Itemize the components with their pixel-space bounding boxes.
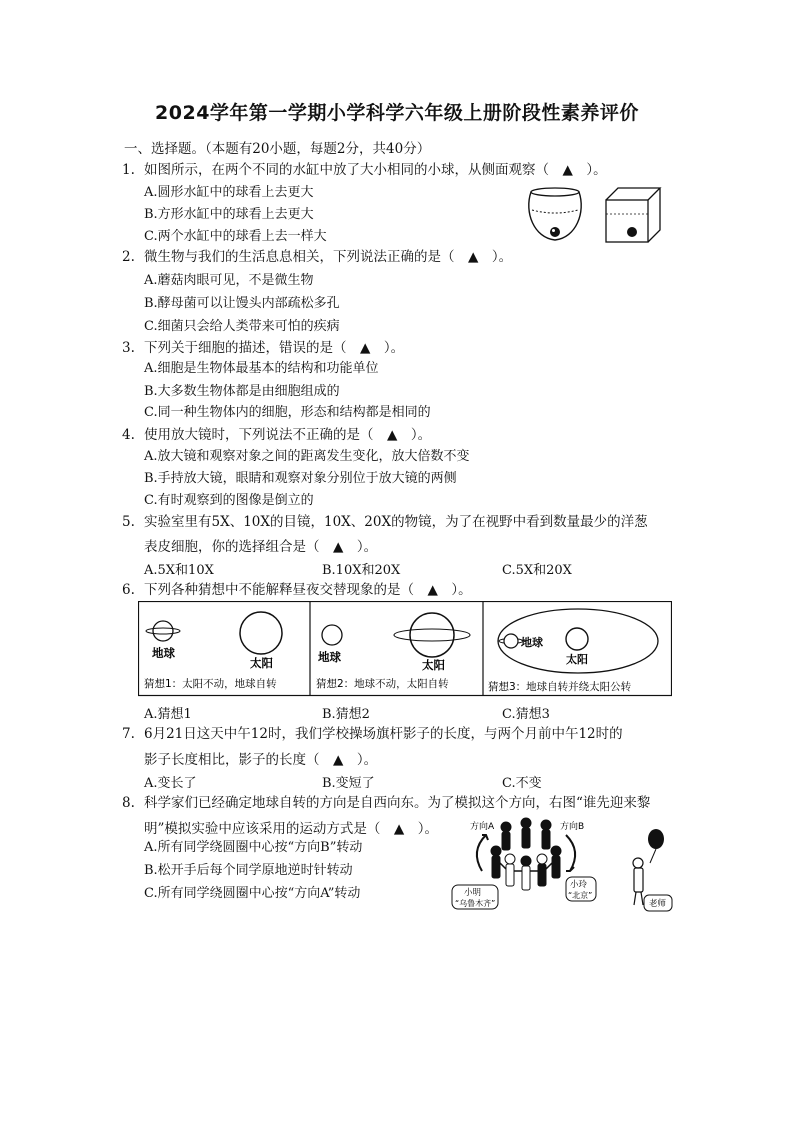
option-6b: B.猜想2 <box>322 707 370 722</box>
day-night-hypotheses-figure <box>138 601 672 697</box>
direction-a-arrow <box>477 835 486 871</box>
who-greets-dawn-first-figure <box>448 815 676 915</box>
sun-label-2: 太阳 <box>422 658 445 672</box>
option-1a: A.圆形水缸中的球看上去更大 <box>144 185 314 200</box>
option-2b: B.酵母菌可以让馒头内部疏松多孔 <box>144 296 340 311</box>
question-5-cont: 表皮细胞，你的选择组合是（ ▲ ）。 <box>144 539 378 555</box>
students-circle <box>491 818 561 890</box>
wulumuqi-label: “乌鲁木齐” <box>455 899 496 908</box>
question-2: 2. 微生物与我们的生活息息相关，下列说法正确的是（ ▲ ）。 <box>122 249 513 265</box>
hypothesis-3-panel <box>488 609 658 693</box>
question-6: 6. 下列各种猜想中不能解释昼夜交替现象的是（ ▲ ）。 <box>122 582 472 598</box>
question-7: 7. 6月21日这天中午12时，我们学校操场旗杆影子的长度，与两个月前中午12时的 <box>122 726 623 742</box>
question-8-cont: 明”模拟实验中应该采用的运动方式是（ ▲ ）。 <box>144 821 439 837</box>
fish-tanks-figure <box>520 180 670 250</box>
question-7-cont: 影子长度相比，影子的长度（ ▲ ）。 <box>144 752 378 768</box>
option-4a: A.放大镜和观察对象之间的距离发生变化，放大倍数不变 <box>144 449 470 464</box>
earth-label-1: 地球 <box>152 646 175 660</box>
option-2c: C.细菌只会给人类带来可怕的疾病 <box>144 319 340 334</box>
question-5: 5. 实验室里有5X、10X的目镜，10X、20X的物镜，为了在视野中看到数量最少的洋葱 <box>122 514 648 530</box>
option-4b: B.手持放大镜，眼睛和观察对象分别位于放大镜的两侧 <box>144 471 457 486</box>
earth-label-2: 地球 <box>318 650 341 664</box>
option-7a: A.变长了 <box>144 776 197 791</box>
question-4: 4. 使用放大镜时，下列说法不正确的是（ ▲ ）。 <box>122 427 432 443</box>
option-3a: A.细胞是生物体最基本的结构和功能单位 <box>144 361 379 376</box>
beijing-label: “北京” <box>568 891 593 900</box>
option-5a: A.5X和10X <box>144 563 214 578</box>
option-3b: B.大多数生物体都是由细胞组成的 <box>144 384 340 399</box>
direction-a-label: 方向A <box>470 822 495 832</box>
hypothesis-3-caption: 猜想3：地球自转并绕太阳公转 <box>488 681 632 693</box>
sun-label-3: 太阳 <box>566 653 588 666</box>
teacher-figure <box>633 829 672 911</box>
teacher-label: 老师 <box>649 899 667 909</box>
round-tank <box>529 188 581 240</box>
sun-label-1: 太阳 <box>250 656 273 670</box>
hypothesis-2-panel <box>316 613 470 690</box>
option-7c: C.不变 <box>502 776 542 791</box>
option-3c: C.同一种生物体内的细胞，形态和结构都是相同的 <box>144 405 431 420</box>
option-6c: C.猜想3 <box>502 707 550 722</box>
option-1b: B.方形水缸中的球看上去更大 <box>144 207 314 222</box>
question-3: 3. 下列关于细胞的描述，错误的是（ ▲ ）。 <box>122 340 405 356</box>
option-8b: B.松开手后每个同学原地逆时针转动 <box>144 863 353 878</box>
xiaoling-label: 小玲 <box>570 880 588 890</box>
option-1c: C.两个水缸中的球看上去一样大 <box>144 229 327 244</box>
square-tank <box>606 188 660 242</box>
page-title: 2024学年第一学期小学科学六年级上册阶段性素养评价 <box>155 102 639 124</box>
option-5b: B.10X和20X <box>322 563 401 578</box>
option-4c: C.有时观察到的图像是倒立的 <box>144 493 314 508</box>
option-7b: B.变短了 <box>322 776 375 791</box>
hypothesis-2-caption: 猜想2：地球不动，太阳自转 <box>316 678 449 690</box>
option-8c: C.所有同学绕圆圈中心按“方向A”转动 <box>144 886 361 901</box>
question-1: 1. 如图所示，在两个不同的水缸中放了大小相同的小球，从侧面观察（ ▲ ）。 <box>122 162 607 178</box>
hypothesis-1-caption: 猜想1：太阳不动，地球自转 <box>144 678 277 690</box>
direction-b-label: 方向B <box>560 822 585 832</box>
direction-b-arrow <box>566 835 575 871</box>
question-8: 8. 科学家们已经确定地球自转的方向是自西向东。为了模拟这个方向，右图“谁先迎来黎 <box>122 795 651 811</box>
option-8a: A.所有同学绕圆圈中心按“方向B”转动 <box>144 840 363 855</box>
option-5c: C.5X和20X <box>502 563 572 578</box>
hypothesis-1-panel <box>144 612 282 690</box>
section-heading: 一、选择题。（本题有20小题，每题2分，共40分） <box>124 141 431 157</box>
earth-label-3: 地球 <box>521 636 543 649</box>
option-2a: A.蘑菇肉眼可见，不是微生物 <box>144 273 314 288</box>
option-6a: A.猜想1 <box>144 707 192 722</box>
xiaoming-label: 小明 <box>464 888 482 898</box>
